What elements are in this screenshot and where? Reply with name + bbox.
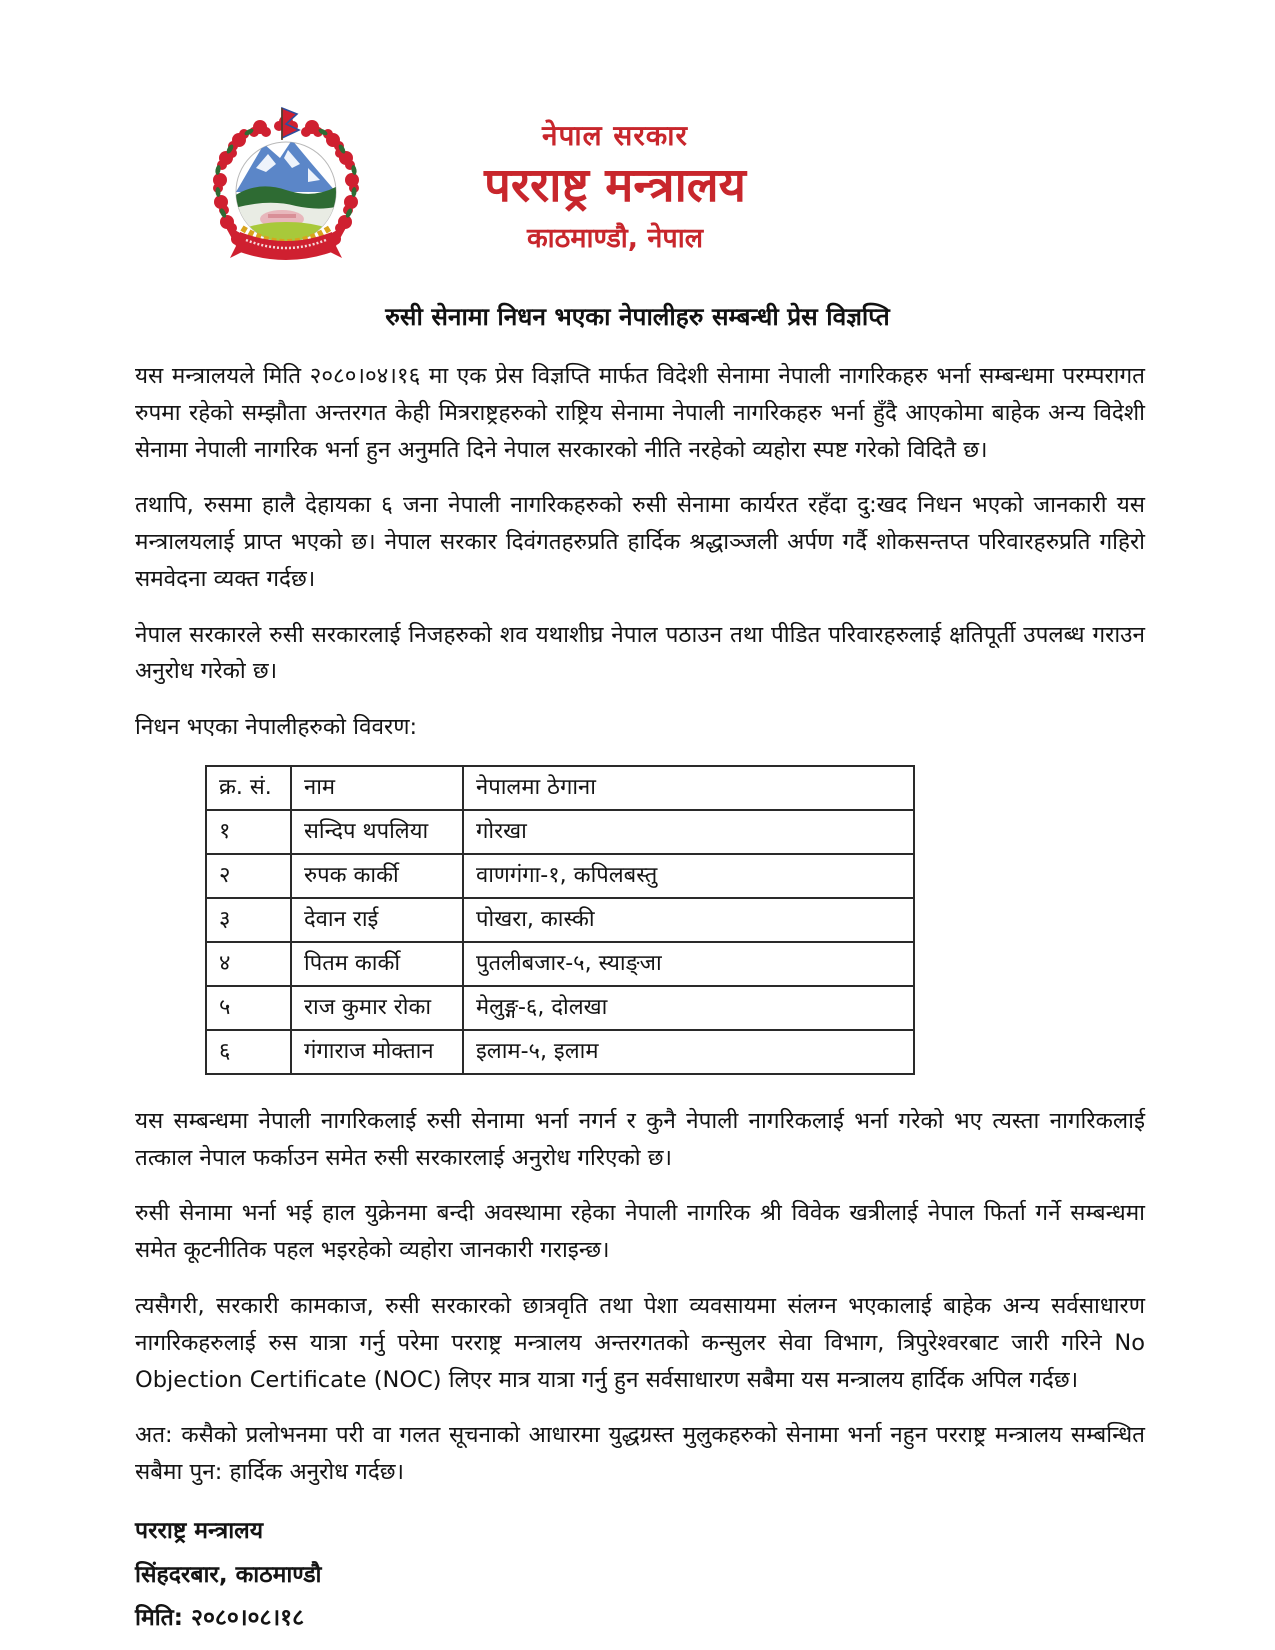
table-header-row	[206, 766, 914, 810]
cell-name: सन्दिप थपलिया	[291, 810, 463, 854]
cell-address: गोरखा	[463, 810, 914, 854]
cell-serial: ३	[206, 898, 291, 942]
cell-address: पोखरा, कास्की	[463, 898, 914, 942]
signature-date: मिति: २०८०।०८।१८	[135, 1605, 305, 1632]
press-release-title: रुसी सेनामा निधन भएका नेपालीहरु सम्बन्धी प्रेस विज्ञप्ति	[385, 302, 890, 331]
cell-name: राज कुमार रोका	[291, 986, 463, 1030]
ministry-location: काठमाण्डौ, नेपाल	[526, 222, 704, 254]
cell-address: पुतलीबजार-५, स्याङ्जा	[463, 942, 914, 986]
paragraph: तथापि, रुसमा हालै देहायका ६ जना नेपाली नागरिकहरुको रुसी सेनामा कार्यरत रहँदा दु:खद निधन भएको जानकारी यस मन्त्रालयलाई प्राप्त भएको छ। नेपाल सरकार दिवंगतहरुप्रति हार्दिक श्रद्धाञ्जली अर्पण गर्दै शोकसन्तप्त परिवारहरुप्रति गहिरो समवेदना व्यक्त गर्दछ।	[135, 492, 1145, 592]
letterhead	[0, 100, 1275, 280]
paragraph: यस सम्बन्धमा नेपाली नागरिकलाई रुसी सेनामा भर्ना नगर्न र कुनै नेपाली नागरिकलाई भर्ना गरेको भए त्यस्ता नागरिकलाई तत्काल नेपाल फर्काउन समेत रुसी सरकारलाई अनुरोध गरिएको छ।	[135, 1107, 1145, 1171]
header-name: नाम	[291, 766, 463, 810]
header-serial: क्र. सं.	[206, 766, 291, 810]
cell-address: मेलुङ्ग-६, दोलखा	[463, 986, 914, 1030]
paragraph: रुसी सेनामा भर्ना भई हाल युक्रेनमा बन्दी अवस्थामा रहेका नेपाली नागरिक श्री विवेक खत्रीलाई नेपाल फिर्ता गर्ने सम्बन्धमा समेत कूटनीतिक पहल भइरहेको व्यहोरा जानकारी गराइन्छ।	[135, 1200, 1145, 1264]
cell-name: गंगाराज मोक्तान	[291, 1030, 463, 1074]
table-caption: निधन भएका नेपालीहरुको विवरण:	[135, 714, 418, 741]
table-row	[206, 942, 914, 986]
cell-address: इलाम-५, इलाम	[463, 1030, 914, 1074]
cell-name: पितम कार्की	[291, 942, 463, 986]
cell-name: रुपक कार्की	[291, 854, 463, 898]
table-row	[206, 810, 914, 854]
signature-address: सिंहदरबार, काठमाण्डौ	[135, 1561, 322, 1588]
paragraph: यस मन्त्रालयले मिति २०८०।०४।१६ मा एक प्रेस विज्ञप्ति मार्फत विदेशी सेनामा नेपाली नागरिकहरु भर्ना सम्बन्धमा परम्परागत रुपमा रहेको सम्झौता अन्तरगत केही मित्रराष्ट्रहरुको राष्ट्रिय सेनामा नेपाली नागरिकहरु भर्ना हुँदै आएकोमा बाहेक अन्य विदेशी सेनामा नेपाली नागरिक भर्ना हुन अनुमति दिने नेपाल सरकारको नीति नरहेको व्यहोरा स्पष्ट गरेको विदितै छ।	[135, 363, 1145, 463]
cell-serial: ४	[206, 942, 291, 986]
paragraph: त्यसैगरी, सरकारी कामकाज, रुसी सरकारको छात्रवृति तथा पेशा व्यवसायमा संलग्न भएकालाई बाहेक अन्य सर्वसाधारण नागरिकहरुलाई रुस यात्रा गर्नु परेमा परराष्ट्र मन्त्रालय अन्तरगतको कन्सुलर सेवा विभाग, त्रिपुरेश्वरबाट जारी गरिने No Objection Certificate (NOC) लिएर मात्र यात्रा गर्नु हुन सर्वसाधारण सबैमा यस मन्त्रालय हार्दिक अपिल गर्दछ।	[135, 1292, 1145, 1393]
ministry-name: परराष्ट्र मन्त्रालय	[484, 158, 746, 213]
paragraph: नेपाल सरकारले रुसी सरकारलाई निजहरुको शव यथाशीघ्र नेपाल पठाउन तथा पीडित परिवारहरुलाई क्षतिपूर्ती उपलब्ध गराउन अनुरोध गरेको छ।	[135, 621, 1145, 685]
table-row	[206, 986, 914, 1030]
header-address: नेपालमा ठेगाना	[463, 766, 914, 810]
deceased-list-table	[205, 765, 915, 1075]
government-name: नेपाल सरकार	[541, 119, 689, 152]
signature-block	[135, 1510, 1145, 1641]
table-row	[206, 898, 914, 942]
cell-serial: ६	[206, 1030, 291, 1074]
cell-address: वाणगंगा-१, कपिलबस्तु	[463, 854, 914, 898]
cell-name: देवान राई	[291, 898, 463, 942]
letterhead-text	[0, 118, 1275, 256]
table-row	[206, 854, 914, 898]
cell-serial: १	[206, 810, 291, 854]
cell-serial: ५	[206, 986, 291, 1030]
signature-office: परराष्ट्र मन्त्रालय	[135, 1517, 264, 1544]
table-row	[206, 1030, 914, 1074]
document-body	[135, 358, 1145, 1641]
cell-serial: २	[206, 854, 291, 898]
paragraph: अत: कसैको प्रलोभनमा परी वा गलत सूचनाको आधारमा युद्धग्रस्त मुलुकहरुको सेनामा भर्ना नहुन परराष्ट्र मन्त्रालय सम्बन्धित सबैमा पुन: हार्दिक अनुरोध गर्दछ।	[135, 1422, 1145, 1486]
